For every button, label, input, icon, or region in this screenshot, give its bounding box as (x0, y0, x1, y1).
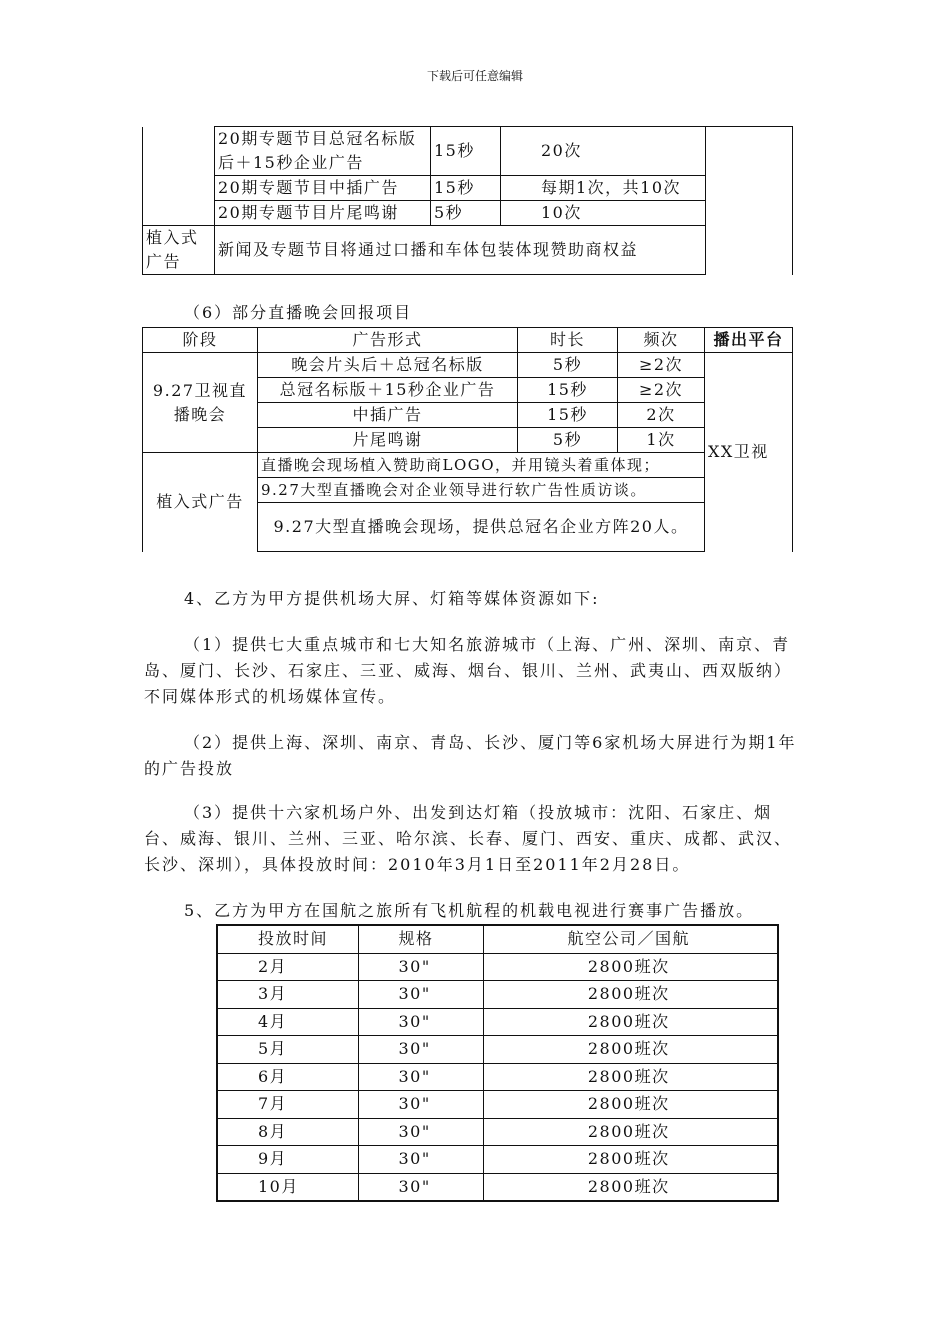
count-cell: 2800班次 (483, 1063, 778, 1091)
header-form: 广告形式 (258, 328, 518, 353)
table-row (143, 127, 793, 176)
duration-cell: 15秒 (518, 378, 618, 403)
paragraph-4-2: （2）提供上海、深圳、南京、青岛、长沙、厦门等6家机场大屏进行为期1年的广告投放 (144, 733, 797, 778)
platform-cell: XX卫视 (705, 353, 793, 552)
month-cell: 7月 (217, 1091, 358, 1119)
frequency-cell: 10次 (501, 201, 706, 226)
header-spec: 规格 (358, 925, 483, 953)
count-cell: 2800班次 (483, 1036, 778, 1064)
month-cell: 9月 (217, 1146, 358, 1174)
count-cell: 2800班次 (483, 1146, 778, 1174)
spec-cell: 30" (358, 1063, 483, 1091)
table-row (217, 953, 778, 981)
embed-label-cell: 植入式广告 (143, 453, 258, 552)
duration-cell: 15秒 (431, 127, 501, 176)
embed-item: 9.27大型直播晚会现场，提供总冠名企业方阵20人。 (258, 503, 705, 552)
stage-cell: 9.27卫视直播晚会 (143, 353, 258, 453)
month-cell: 2月 (217, 953, 358, 981)
inflight-tv-table (216, 924, 779, 1202)
duration-cell: 15秒 (518, 403, 618, 428)
table-row (217, 1173, 778, 1201)
spec-cell: 30" (358, 1118, 483, 1146)
header-platform: 播出平台 (705, 328, 793, 353)
table-row (143, 201, 793, 226)
count-cell: 2800班次 (483, 981, 778, 1009)
month-cell: 3月 (217, 981, 358, 1009)
spec-cell: 30" (358, 953, 483, 981)
header-duration: 时长 (518, 328, 618, 353)
table-row (217, 981, 778, 1009)
ad-form-cell: 20期专题节目片尾鸣谢 (215, 201, 431, 226)
spec-cell: 30" (358, 1091, 483, 1119)
frequency-cell: 2次 (618, 403, 705, 428)
table-row (217, 1091, 778, 1119)
header-airline: 航空公司／国航 (483, 925, 778, 953)
month-cell: 6月 (217, 1063, 358, 1091)
duration-cell: 5秒 (518, 428, 618, 453)
page-header: 下载后可任意编辑 (426, 69, 523, 83)
ad-form-cell: 片尾鸣谢 (258, 428, 518, 453)
table-row (143, 176, 793, 201)
table-row (143, 453, 793, 478)
count-cell: 2800班次 (483, 1091, 778, 1119)
ad-form-cell: 总冠名标版＋15秒企业广告 (258, 378, 518, 403)
table-row (143, 353, 793, 378)
table-header-row (143, 328, 793, 353)
table-header-row (217, 925, 778, 953)
month-cell: 5月 (217, 1036, 358, 1064)
duration-cell: 5秒 (518, 353, 618, 378)
live-gala-table (142, 327, 793, 552)
frequency-cell: ≥2次 (618, 353, 705, 378)
duration-cell: 15秒 (431, 176, 501, 201)
count-cell: 2800班次 (483, 1118, 778, 1146)
spec-cell: 30" (358, 1008, 483, 1036)
paragraph-5: 5、乙方为甲方在国航之旅所有飞机航程的机载电视进行赛事广告播放。 (184, 901, 755, 920)
header-stage: 阶段 (143, 328, 258, 353)
frequency-cell: 1次 (618, 428, 705, 453)
month-cell: 10月 (217, 1173, 358, 1201)
table-row (217, 1146, 778, 1174)
ad-form-cell: 20期专题节目总冠名标版后＋15秒企业广告 (215, 127, 431, 176)
paragraph-4-1: （1）提供七大重点城市和七大知名旅游城市（上海、广州、深圳、南京、青岛、厦门、长沙、石家庄、三亚、威海、烟台、银川、兰州、武夷山、西双版纳）不同媒体形式的机场媒体宣传。 (144, 635, 793, 706)
empty-cell (706, 127, 793, 275)
spec-cell: 30" (358, 1146, 483, 1174)
header-frequency: 频次 (618, 328, 705, 353)
table-row (217, 1063, 778, 1091)
embed-text-cell: 新闻及专题节目将通过口播和车体包装体现赞助商权益 (215, 226, 706, 275)
frequency-cell: ≥2次 (618, 378, 705, 403)
count-cell: 2800班次 (483, 1173, 778, 1201)
spec-cell: 30" (358, 1036, 483, 1064)
count-cell: 2800班次 (483, 953, 778, 981)
table-row (217, 1008, 778, 1036)
spec-cell: 30" (358, 981, 483, 1009)
sponsorship-table-1 (142, 126, 793, 275)
month-cell: 8月 (217, 1118, 358, 1146)
empty-cell (143, 127, 215, 226)
paragraph-4-3: （3）提供十六家机场户外、出发到达灯箱（投放城市：沈阳、石家庄、烟台、威海、银川、兰州、三亚、哈尔滨、长春、厦门、西安、重庆、成都、武汉、长沙、深圳），具体投放时间：2010年3月1日至2011年2月28日。 (144, 803, 793, 874)
month-cell: 4月 (217, 1008, 358, 1036)
table-row (143, 226, 793, 275)
ad-form-cell: 晚会片头后＋总冠名标版 (258, 353, 518, 378)
spec-cell: 30" (358, 1173, 483, 1201)
frequency-cell: 每期1次，共10次 (501, 176, 706, 201)
paragraph-4: 4、乙方为甲方提供机场大屏、灯箱等媒体资源如下: (184, 589, 600, 608)
ad-form-cell: 中插广告 (258, 403, 518, 428)
embed-item: 直播晚会现场植入赞助商LOGO，并用镜头着重体现； (258, 453, 705, 478)
table-row (217, 1118, 778, 1146)
ad-form-cell: 20期专题节目中插广告 (215, 176, 431, 201)
frequency-cell: 20次 (501, 127, 706, 176)
embed-label-cell: 植入式广告 (143, 226, 215, 275)
embed-item: 9.27大型直播晚会对企业领导进行软广告性质访谈。 (258, 478, 705, 503)
duration-cell: 5秒 (431, 201, 501, 226)
table-row (217, 1036, 778, 1064)
section-6-title: （6）部分直播晚会回报项目 (184, 303, 413, 322)
count-cell: 2800班次 (483, 1008, 778, 1036)
header-time: 投放时间 (217, 925, 358, 953)
